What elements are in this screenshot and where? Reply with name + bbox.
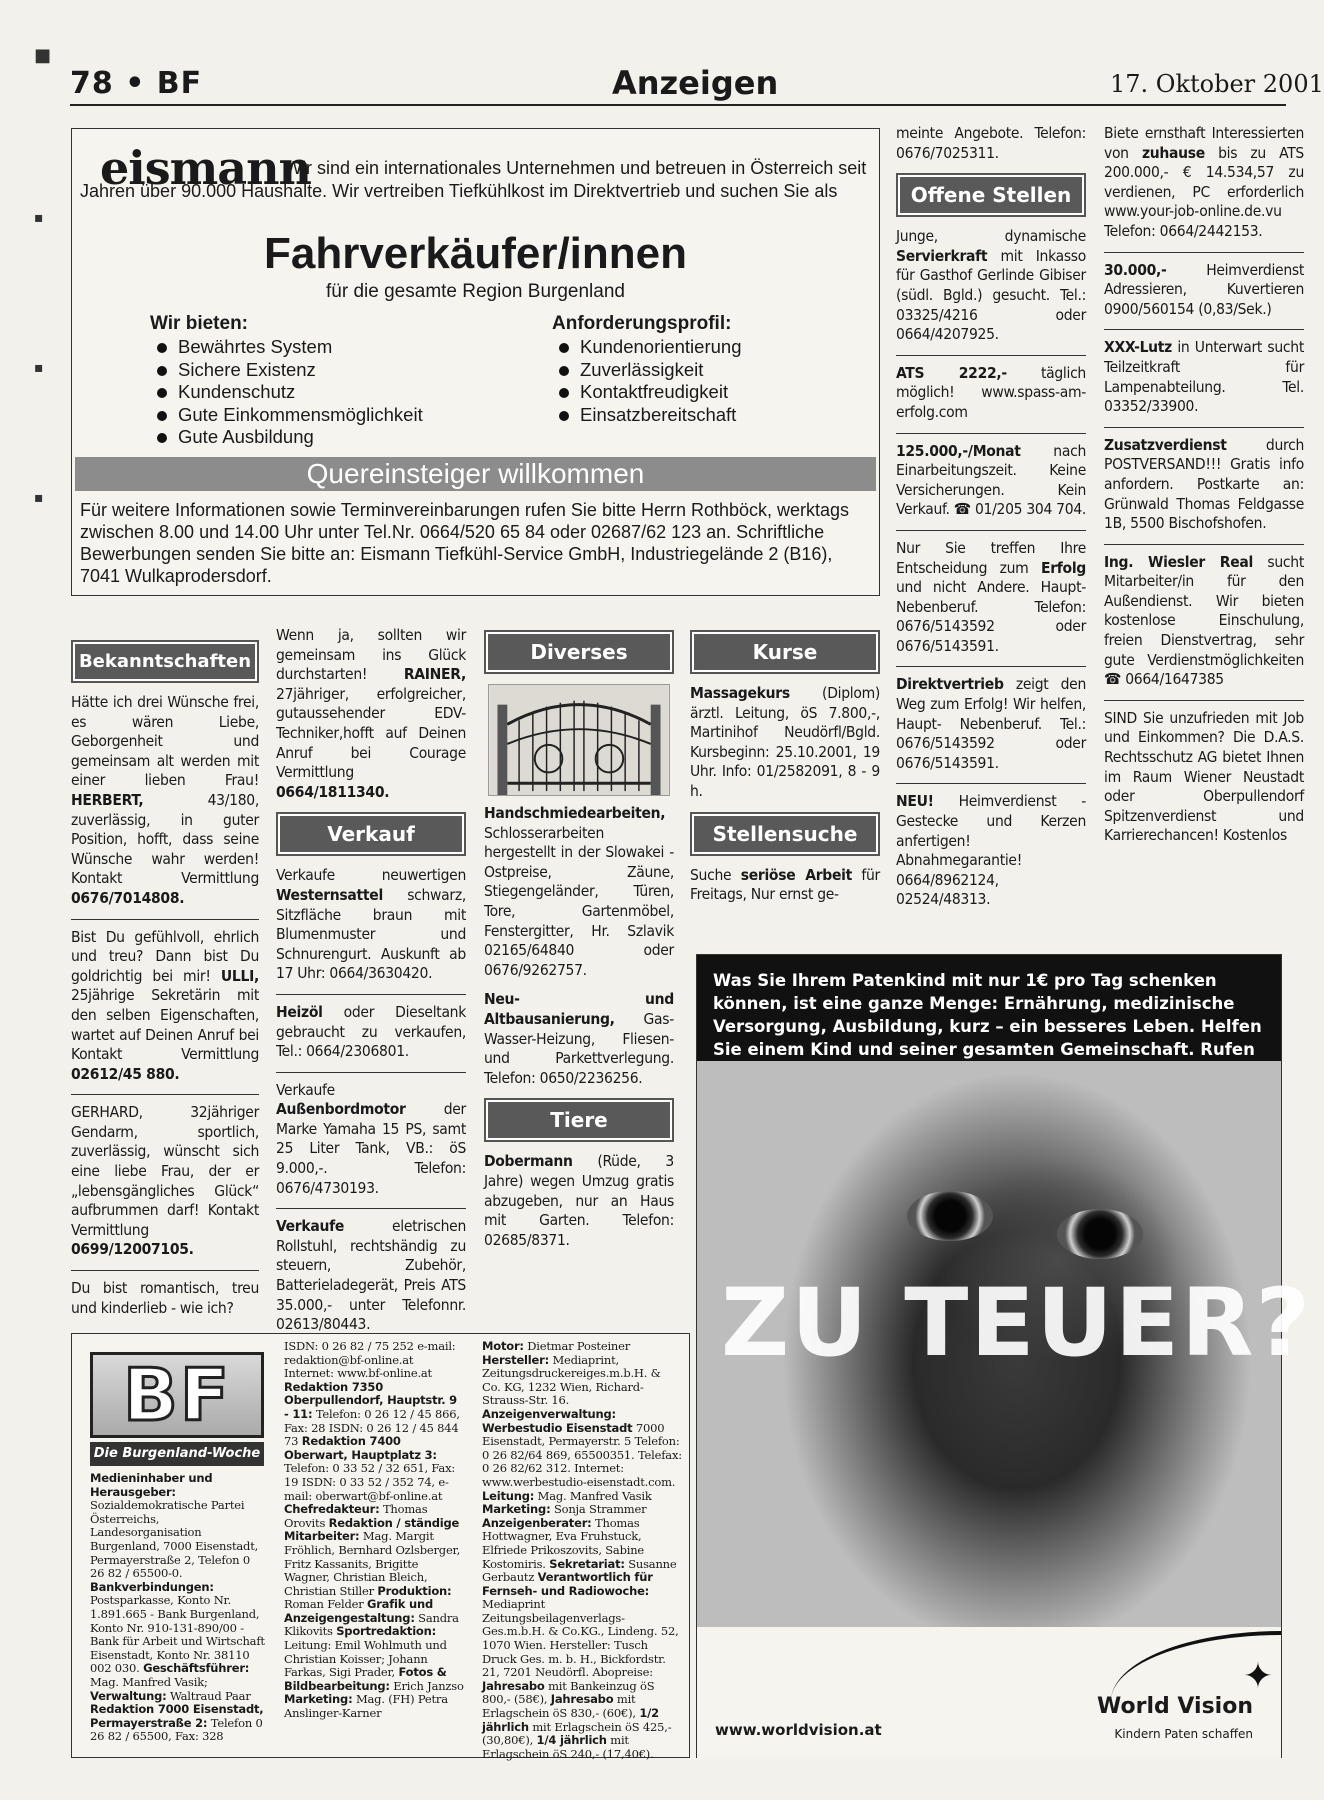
column-offene-stellen bbox=[896, 124, 1086, 920]
column-kurse bbox=[690, 630, 880, 915]
job-ad-post: und nicht Andere. Haupt-Nebenberuf. Telefon: 0676/5143592 oder 0676/5143591. bbox=[896, 578, 1086, 655]
job-ad bbox=[896, 364, 1086, 423]
ad-continuation: Wenn ja, sollten wir gemeinsam ins Glück durchstarten! RAINER, 27jähriger, erfolgreicher, gutaussehender EDV-Techniker,hofft auf Deinen Anruf bei Courage Vermittlung 0664/1811340. bbox=[276, 626, 466, 801]
column-verkauf bbox=[276, 626, 466, 1345]
eismann-contact: Für weitere Informationen sowie Terminvereinbarungen rufen Sie bitte Herrn Rothböck, werktags zwischen 8.00 und 14.00 Uhr unter Tel.Nr. 0664/520 65 84 oder 02687/62 123 an. Schriftliche Bewerbungen senden Sie bitte an: Eismann Tiefkühl-Service GmbH, Industriegelände 2 (B16), 7041 Wulkaprodersdorf. bbox=[80, 500, 850, 586]
ad-separator bbox=[71, 919, 259, 920]
profile-item: Kundenorientierung bbox=[552, 336, 742, 359]
diverses-list bbox=[484, 804, 674, 1088]
bekanntschaften-heading: Bekanntschaften bbox=[71, 640, 259, 683]
offer-item: Gute Einkommensmöglichkeit bbox=[150, 404, 423, 427]
edge-ad bbox=[1104, 124, 1304, 242]
verkauf-heading: Verkauf bbox=[276, 812, 466, 856]
offer-item: Kundenschutz bbox=[150, 381, 423, 404]
sale-ad bbox=[276, 1081, 466, 1199]
eismann-job-title: Fahrverkäufer/innen bbox=[263, 229, 688, 278]
contact-ad-bold: ULLI, bbox=[220, 966, 259, 985]
ad-separator bbox=[276, 1208, 466, 1209]
job-ad-pre: Nur Sie treffen Ihre Entscheidung zum bbox=[896, 538, 1086, 577]
gate-photo bbox=[488, 684, 670, 796]
edge-ad-post: bis zu ATS 200.000,- € 14.534,57 zu verdienen, PC erforderlich www.your-job-online.de.vu Telefon: 0664/2442153. bbox=[1104, 143, 1304, 240]
imprint-box bbox=[71, 1333, 690, 1761]
stellensuche-heading: Stellensuche bbox=[690, 812, 880, 856]
job-ad-bold: Direktvertrieb bbox=[896, 675, 1004, 694]
ad-separator bbox=[276, 1072, 466, 1073]
eye-right bbox=[1057, 1209, 1143, 1259]
section-title: Anzeigen bbox=[612, 64, 779, 102]
ad-separator bbox=[896, 355, 1086, 356]
region-prefix: für die gesamte Region bbox=[326, 281, 523, 302]
job-ad-bold: NEU! bbox=[896, 792, 934, 811]
job-ad bbox=[896, 227, 1086, 345]
edge-ad-post: Heimverdienst Adressieren, Kuvertieren 0900/560154 (0,83/Sek.) bbox=[1104, 260, 1304, 318]
job-ad bbox=[896, 539, 1086, 657]
issue-date: 17. Oktober 2001 bbox=[1110, 70, 1324, 98]
wv-logo: World Vision bbox=[1097, 1694, 1253, 1719]
sale-ad-pre: Verkaufe bbox=[276, 1080, 335, 1099]
job-ad-pre: Junge, dynamische bbox=[896, 227, 1086, 246]
right-edge-list bbox=[1104, 124, 1304, 846]
ad-separator bbox=[1104, 700, 1304, 701]
contact-ad bbox=[71, 693, 259, 909]
ad-separator bbox=[1104, 427, 1304, 428]
eismann-logo: eismann bbox=[100, 141, 312, 195]
imprint-col-2: ISDN: 0 26 82 / 75 252 e-mail: redaktion@bf-online.at Internet: www.bf-online.at Redaktion 7350 Oberpullendorf, Hauptstr. 9 - 11: Telefon: 0 26 12 / 45 866, Fax: 28 ISDN: 0 26 12 / 45 844 73 Redaktion 7400 Oberwart, Hauptplatz 3: Telefon: 0 33 52 / 32 651, Fax: 19 ISDN: 0 33 52 / 352 74, e-mail: oberwart@bf-online.at Chefredakteur: Thomas Orovits Redaktion / ständige Mitarbeiter: Mag. Margit Fröhlich, Bernhard Ozlsberger, Fritz Kassanits, Brigitte Wagner, Christian Bleich, Christian Stiller Produktion: Roman Felder Grafik und Anzeigengestaltung: Sandra Klikovits Sportredaktion: Leitung: Emil Wohlmuth und Christian Koisser; Johann Farkas, Sigi Prader, Fotos & Bildbearbeitung: Erich Janzso Marketing: Mag. (FH) Petra Anslinger-Karner bbox=[284, 1339, 464, 1721]
misc-ad-post: Schlosserarbeiten hergestellt in der Slowakei - Ostpreise, Zäune, Stiegengeländer, Türen, Tore, Gartenmöbel, Fenstergitter, Hr. Szlavik 02165/64840 oder 0676/9262757. bbox=[484, 823, 674, 979]
stellensuche-ad: Suche seriöse Arbeit für Freitags, Nur ernst ge- bbox=[690, 865, 880, 904]
eye-left bbox=[907, 1191, 993, 1241]
contact-ad bbox=[71, 1103, 259, 1260]
edge-ad-bold: XXX-Lutz bbox=[1104, 338, 1172, 357]
child-photo bbox=[697, 1061, 1312, 1627]
eismann-ad bbox=[71, 128, 880, 596]
edge-ad bbox=[1104, 436, 1304, 534]
job-ad-post: mit Inkasso für Gasthof Gerlinde Gibiser (südl. Bgld.) gesucht. Tel.: 03325/4216 oder 0664/4207925. bbox=[896, 246, 1086, 344]
job-ad-post: zeigt den Weg zum Erfolg! Wir helfen, Haupt- Nebenberuf. Tel.: 0676/5143592 oder 0676/5143591. bbox=[896, 675, 1086, 772]
edge-ad-bold: Zusatzverdienst bbox=[1104, 435, 1227, 454]
sale-ad bbox=[276, 1217, 466, 1335]
sale-ad-post: schwarz, Sitzfläche braun mit Blumenmuster und Schnurengurt. Auskunft ab 17 Uhr: 0664/3630420. bbox=[276, 885, 466, 983]
profile-list bbox=[552, 336, 742, 426]
sale-ad-post: oder Dieseltank gebraucht zu verkaufen, Tel.: 0664/2306801. bbox=[276, 1002, 466, 1061]
edge-ad-post: sucht Mitarbeiter/in für den Außendienst. Wir bieten kostenlose Einschulung, freien Dienstvertrag, sehr gute Verdienstmöglichkeiten ☎ 0664/1647385 bbox=[1104, 552, 1304, 689]
edge-ad bbox=[1104, 709, 1304, 846]
sale-ad-pre: Verkaufe neuwertigen bbox=[276, 866, 466, 885]
imprint-col-3: Motor: Dietmar Posteiner Hersteller: Mediaprint, Zeitungsdruckereiges.m.b.H. & Co. KG, 1232 Wien, Richard-Strauss-Str. 16. Anzeigenverwaltung: Werbestudio Eisenstadt 7000 Eisenstadt, Permayerstr. 5 Telefon: 0 26 82/64 869, 65500351. Telefax: 0 26 82/62 312. Internet: www.werbestudio-eisenstadt.com. Leitung: Mag. Manfred Vasik Marketing: Sonja Strammer Anzeigenberater: Thomas Hottwagner, Eva Fruhstuck, Elfriede Prikoszovits, Sabine Kostomiris. Sekretariat: Susanne Gerbautz Verantwortlich für Fernseh- und Radiowoche: Mediaprint Zeitungsbeilagenverlags-Ges.m.b.H. & Co.KG., Lindeng. 52, 1070 Wien. Hersteller: Tusch Druck Ges. m. b. H., Bickfordstr. 21, 7201 Neudörfl. Abopreise: Jahresabo mit Bankeinzug öS 800,- (58€), Jahresabo mit Erlagschein öS 830,- (60€), 1/2 jährlich mit Erlagschein öS 425,- (30,80€), 1/4 jährlich mit Erlagschein öS 240,- (17,40€). bbox=[482, 1339, 682, 1761]
edge-ad-pre: Biete ernsthaft Interessierten von bbox=[1104, 124, 1304, 162]
margin-mark: ▪ bbox=[34, 360, 44, 376]
profile-item: Kontaktfreudigkeit bbox=[552, 381, 742, 404]
region-name: Burgenland bbox=[527, 281, 625, 302]
ad-separator bbox=[896, 666, 1086, 667]
contact-ad-bold: HERBERT, bbox=[71, 790, 144, 809]
sale-ad-bold: Verkaufe bbox=[276, 1217, 345, 1236]
job-ad bbox=[896, 442, 1086, 520]
kurse-heading: Kurse bbox=[690, 630, 880, 674]
edge-ad bbox=[1104, 553, 1304, 690]
ad-separator bbox=[896, 530, 1086, 531]
margin-mark: ▪ bbox=[34, 490, 44, 506]
wv-url: www.worldvision.at bbox=[715, 1721, 882, 1739]
offene-stellen-list bbox=[896, 227, 1086, 910]
ad-separator bbox=[276, 994, 466, 995]
ad-separator bbox=[1104, 252, 1304, 253]
edge-ad-post: SIND Sie unzufrieden mit Job und Einkommen? Die D.A.S. Rechtsschutz AG bietet Ihnen im Raum Wiener Neustadt oder Oberpullendorf Spitzenverdienst und Karrierechancen! Kostenlos bbox=[1104, 708, 1304, 845]
ad-separator bbox=[71, 1270, 259, 1271]
eismann-offer bbox=[150, 313, 423, 449]
edge-ad-bold: Ing. Wiesler Real bbox=[1104, 552, 1253, 571]
star-icon: ✦ bbox=[1242, 1656, 1273, 1697]
ad-continuation: meinte Angebote. Telefon: 0676/7025311. bbox=[896, 124, 1086, 162]
profile-item: Einsatzbereitschaft bbox=[552, 404, 742, 427]
job-ad-post: täglich möglich! www.spass-am-erfolg.com bbox=[896, 363, 1086, 421]
ad-separator bbox=[1104, 329, 1304, 330]
offene-stellen-heading: Offene Stellen bbox=[896, 173, 1086, 217]
contact-ad-tel: 02612/45 880. bbox=[71, 1064, 180, 1083]
imprint-col-1: Medieninhaber und Herausgeber: Sozialdemokratische Partei Österreichs, Landesorganisation Burgenland, 7000 Eisenstadt, Permayerstraße 2, Telefon 0 26 82 / 65500-0. Bankverbindungen: Postsparkasse, Konto Nr. 1.891.665 - Bank Burgenland, Konto Nr. 910-131-890/00 - Bank für Arbeit und Wirtschaft Eisenstadt, Konto Nr. 38110 002 030. Geschäftsführer: Mag. Manfred Vasik; Verwaltung: Waltraud Paar Redaktion 7000 Eisenstadt, Permayerstraße 2: Telefon 0 26 82 / 65500, Fax: 328 bbox=[90, 1471, 265, 1744]
misc-ad-bold: Neu- und Altbausanierung, bbox=[484, 990, 674, 1028]
job-ad bbox=[896, 792, 1086, 910]
wv-footer bbox=[697, 1627, 1281, 1759]
bf-tagline: Die Burgenland-Woche bbox=[90, 1442, 264, 1466]
job-ad-bold: ATS 2222,- bbox=[896, 363, 1007, 382]
sale-ad-post: eletrischen Rollstuhl, rechtshändig zu steuern, Zubehör, Batterieladegerät, Preis ATS 35.000,- unter Telefonnr. 02613/80443. bbox=[276, 1217, 466, 1334]
job-ad-bold: Erfolg bbox=[1040, 558, 1086, 577]
edge-ad-post: in Unterwart sucht Teilzeitkraft für Lampenabteilung. Tel. 03352/33900. bbox=[1104, 338, 1304, 416]
misc-ad bbox=[484, 990, 674, 1088]
sale-ad bbox=[276, 866, 466, 984]
contact-ad-pre: Du bist romantisch, treu und kinderlieb - wie ich? bbox=[71, 1279, 259, 1317]
contact-ad-post: 25jährige Sekretärin mit den selben Eigenschaften, wartet auf Deinen Anruf bei Kontakt Vermittlung bbox=[71, 986, 259, 1064]
bf-logo: BF bbox=[90, 1352, 264, 1438]
job-ad-post: Heimverdienst - Gestecke und Kerzen anfertigen! Abnahmegarantie! 0664/8962124, 02524/48313. bbox=[896, 792, 1086, 909]
contact-ad-pre: Bist Du gefühlvoll, ehrlich und treu? Dann bist Du goldrichtig bei mir! bbox=[71, 927, 259, 985]
misc-ad-post: Gas-Wasser-Heizung, Fliesen- und Parkettverlegung. Telefon: 0650/2236256. bbox=[484, 1009, 674, 1087]
column-right-edge bbox=[1104, 124, 1304, 924]
column-bekanntschaften bbox=[71, 640, 259, 1328]
contact-ad-tel: 0676/7014808. bbox=[71, 888, 185, 907]
eismann-banner: Quereinsteiger willkommen bbox=[75, 457, 876, 491]
misc-ad bbox=[484, 804, 674, 980]
eismann-region bbox=[72, 281, 879, 303]
bekanntschaften-list bbox=[71, 693, 259, 1318]
kurse-ad: Massagekurs (Diplom) ärztl. Leitung, öS 7.800,-, Martinihof Neudörfl/Bgld. Kursbeginn: 25.10.2001, 19 Uhr. Info: 01/2582091, 8 - 9 h. bbox=[690, 684, 880, 800]
column-diverses bbox=[484, 630, 674, 1260]
offer-list bbox=[150, 336, 423, 449]
sale-ad-post: der Marke Yamaha 15 PS, samt 25 Liter Tank, VB.: öS 9.000,-. Telefon: 0676/4730193. bbox=[276, 1100, 466, 1197]
sale-ad bbox=[276, 1003, 466, 1062]
contact-ad-pre: Hätte ich drei Wünsche frei, es wären Liebe, Geborgenheit und gemeinsam alt werden mit einer lieben Frau! bbox=[71, 693, 259, 790]
edge-ad bbox=[1104, 261, 1304, 320]
worldvision-ad bbox=[696, 954, 1312, 1758]
header-rule bbox=[70, 104, 1286, 106]
contact-ad-post: 43/180, zuverlässig, in guter Position, hofft, dass seine Wünsche wahr werden! Kontakt Vermittlung bbox=[71, 790, 259, 888]
wv-overlay-text: ZU TEUER? bbox=[721, 1269, 1312, 1378]
diverses-heading: Diverses bbox=[484, 630, 674, 674]
offer-title: Wir bieten: bbox=[150, 313, 248, 334]
ad-separator bbox=[1104, 544, 1304, 545]
profile-item: Zuverlässigkeit bbox=[552, 359, 742, 382]
offer-item: Gute Ausbildung bbox=[150, 426, 423, 449]
page-number: 78 • BF bbox=[70, 66, 203, 101]
contact-ad-post: GERHARD, 32jähriger Gendarm, sportlich, zuverlässig, wünscht sich eine liebe Frau, der er „lebensgängliches Glück“ aufbrummen darf! Kontakt Vermittlung bbox=[71, 1103, 259, 1239]
contact-ad bbox=[71, 928, 259, 1085]
job-ad-bold: Servierkraft bbox=[896, 246, 988, 265]
edge-ad-bold: zuhause bbox=[1141, 143, 1205, 162]
wv-headline: Was Sie Ihrem Patenkind mit nur 1€ pro Tag schenken können, ist eine ganze Menge: Ernährung, medizinische Versorgung, Ausbildung, kurz – ein besseres Leben. Helfen Sie einem Kind und seiner gesamten Gemeinschaft. Rufen bbox=[697, 955, 1281, 1061]
tiere-heading: Tiere bbox=[484, 1098, 674, 1142]
sale-ad-bold: Heizöl bbox=[276, 1002, 323, 1021]
sale-ad-bold: Westernsattel bbox=[276, 885, 383, 904]
tiere-ad: Dobermann (Rüde, 3 Jahre) wegen Umzug gratis abzugeben, nur an Haus mit Garten. Telefon: 02685/8371. bbox=[484, 1152, 674, 1249]
wv-tagline: Kindern Paten schaffen bbox=[1114, 1727, 1253, 1741]
eismann-intro: Wir sind ein internationales Unternehmen und betreuen in Österreich seit Jahren über 90.000 Haushalte. Wir vertreiben Tiefkühlkost im Direktvertrieb und suchen Sie als bbox=[80, 158, 867, 201]
margin-mark: ■ bbox=[34, 45, 52, 66]
offer-item: Bewährtes System bbox=[150, 336, 423, 359]
profile-title: Anforderungsprofil: bbox=[552, 313, 732, 334]
sale-ad-bold: Außenbordmotor bbox=[276, 1100, 406, 1119]
job-ad-post: nach Einarbeitungszeit. Keine Versicherungen. Kein Verkauf. ☎ 01/205 304 704. bbox=[896, 441, 1087, 519]
ad-separator bbox=[896, 433, 1086, 434]
misc-ad-bold: Handschmiedearbeiten, bbox=[484, 804, 666, 822]
verkauf-list bbox=[276, 866, 466, 1334]
contact-ad bbox=[71, 1279, 259, 1318]
ad-separator bbox=[896, 783, 1086, 784]
job-ad bbox=[896, 675, 1086, 773]
eismann-profile bbox=[552, 313, 742, 426]
margin-mark: ▪ bbox=[34, 210, 44, 226]
job-ad-bold: 125.000,-/Monat bbox=[896, 441, 1021, 460]
edge-ad-post: durch POSTVERSAND!!! Gratis info anfordern. Postkarte an: Grünwald Thomas Feldgasse 1B, 5500 Bischofshofen. bbox=[1104, 435, 1304, 533]
edge-ad-bold: 30.000,- bbox=[1104, 260, 1167, 279]
edge-ad bbox=[1104, 338, 1304, 416]
contact-ad-tel: 0699/12007105. bbox=[71, 1240, 194, 1259]
ad-separator bbox=[71, 1094, 259, 1095]
offer-item: Sichere Existenz bbox=[150, 359, 423, 382]
